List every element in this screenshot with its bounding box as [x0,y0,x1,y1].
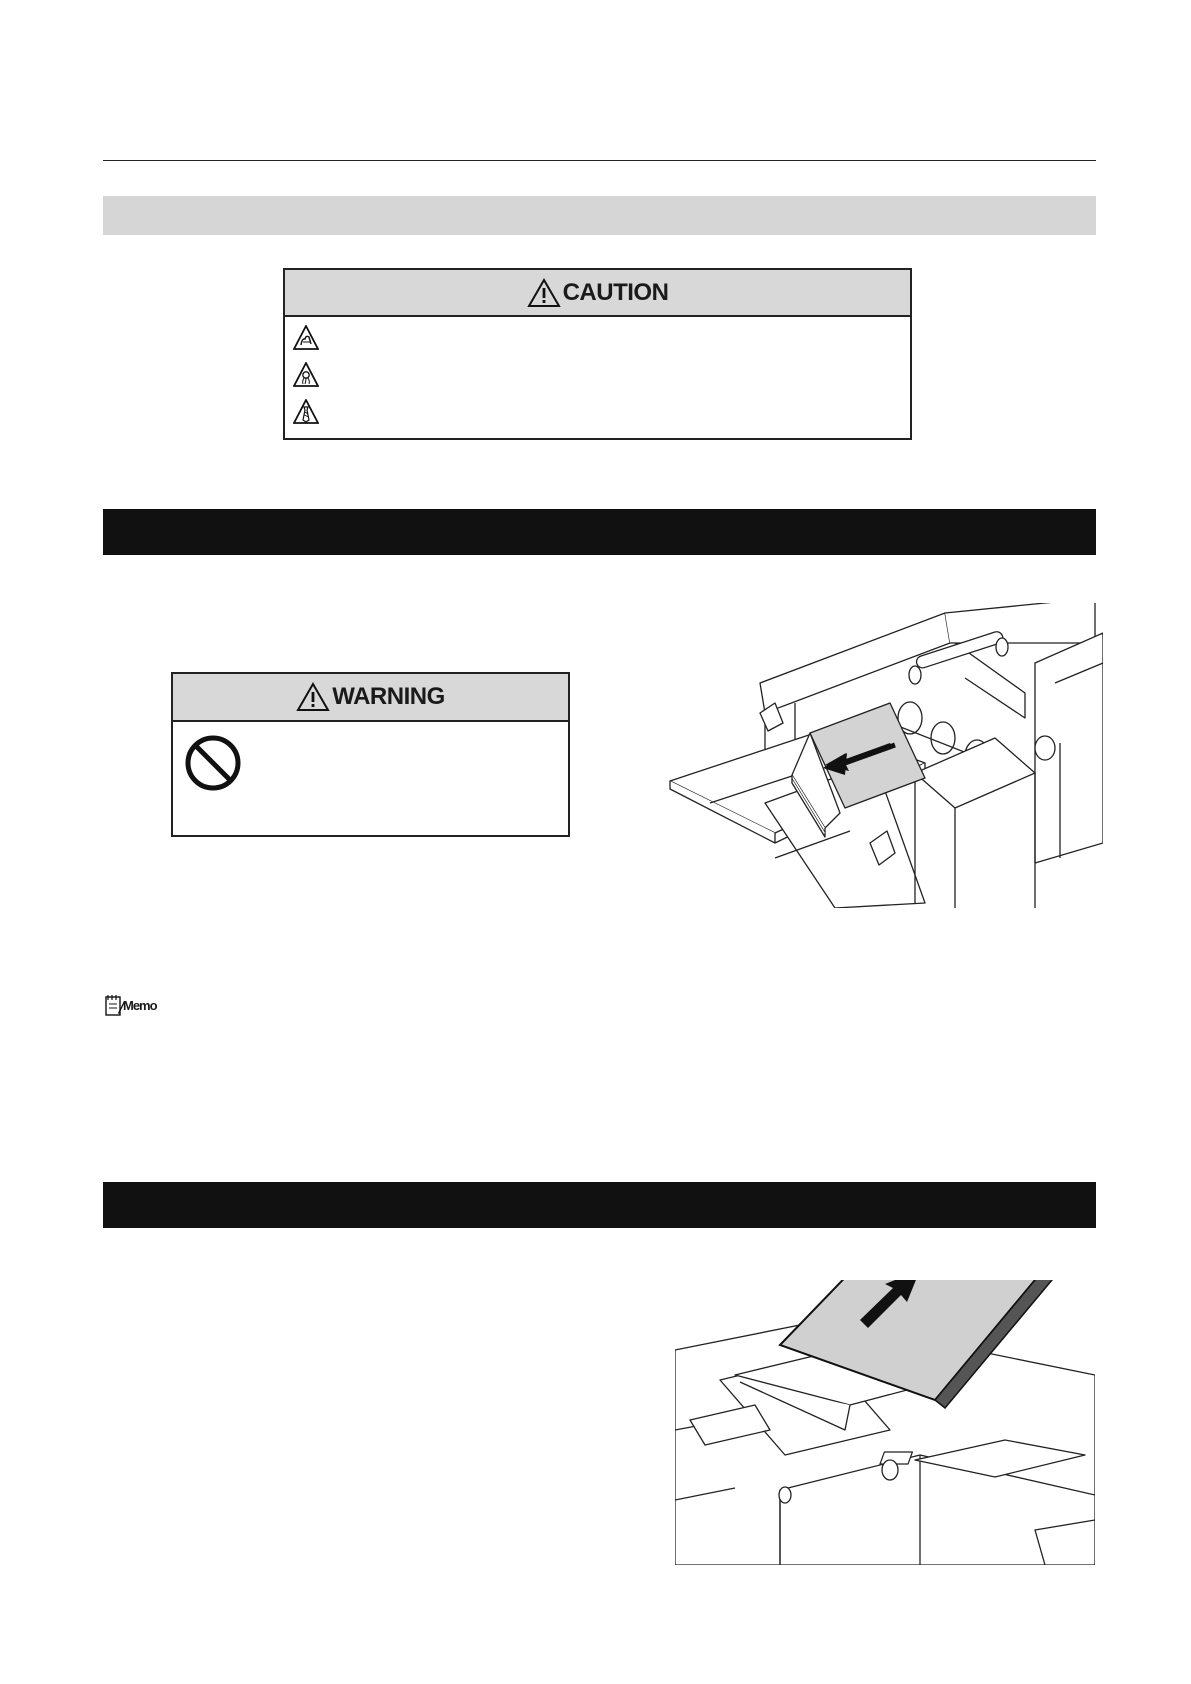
warning-triangle-icon [296,682,330,712]
caution-title: CAUTION [562,278,669,306]
warning-box [171,672,570,837]
header-rule [103,160,1096,161]
caution-box [283,268,912,440]
caution-header [285,270,910,317]
hair-entanglement-warning-icon [293,362,319,388]
warning-title: WARNING [332,683,445,710]
tie-entanglement-warning-icon [293,399,319,425]
memo-label: Memo [123,998,157,1013]
paper-feed-illustration [665,603,1103,908]
warning-triangle-icon [527,278,561,308]
section-heading-bar-1 [103,509,1096,555]
section-heading-bar-grey [103,196,1096,235]
section-heading-bar-2 [103,1182,1096,1228]
memo-icon [104,993,157,1019]
hand-pinch-warning-icon [293,325,319,351]
warning-header [173,674,568,722]
paper-cover-illustration [675,1280,1095,1565]
prohibition-icon [183,733,243,793]
